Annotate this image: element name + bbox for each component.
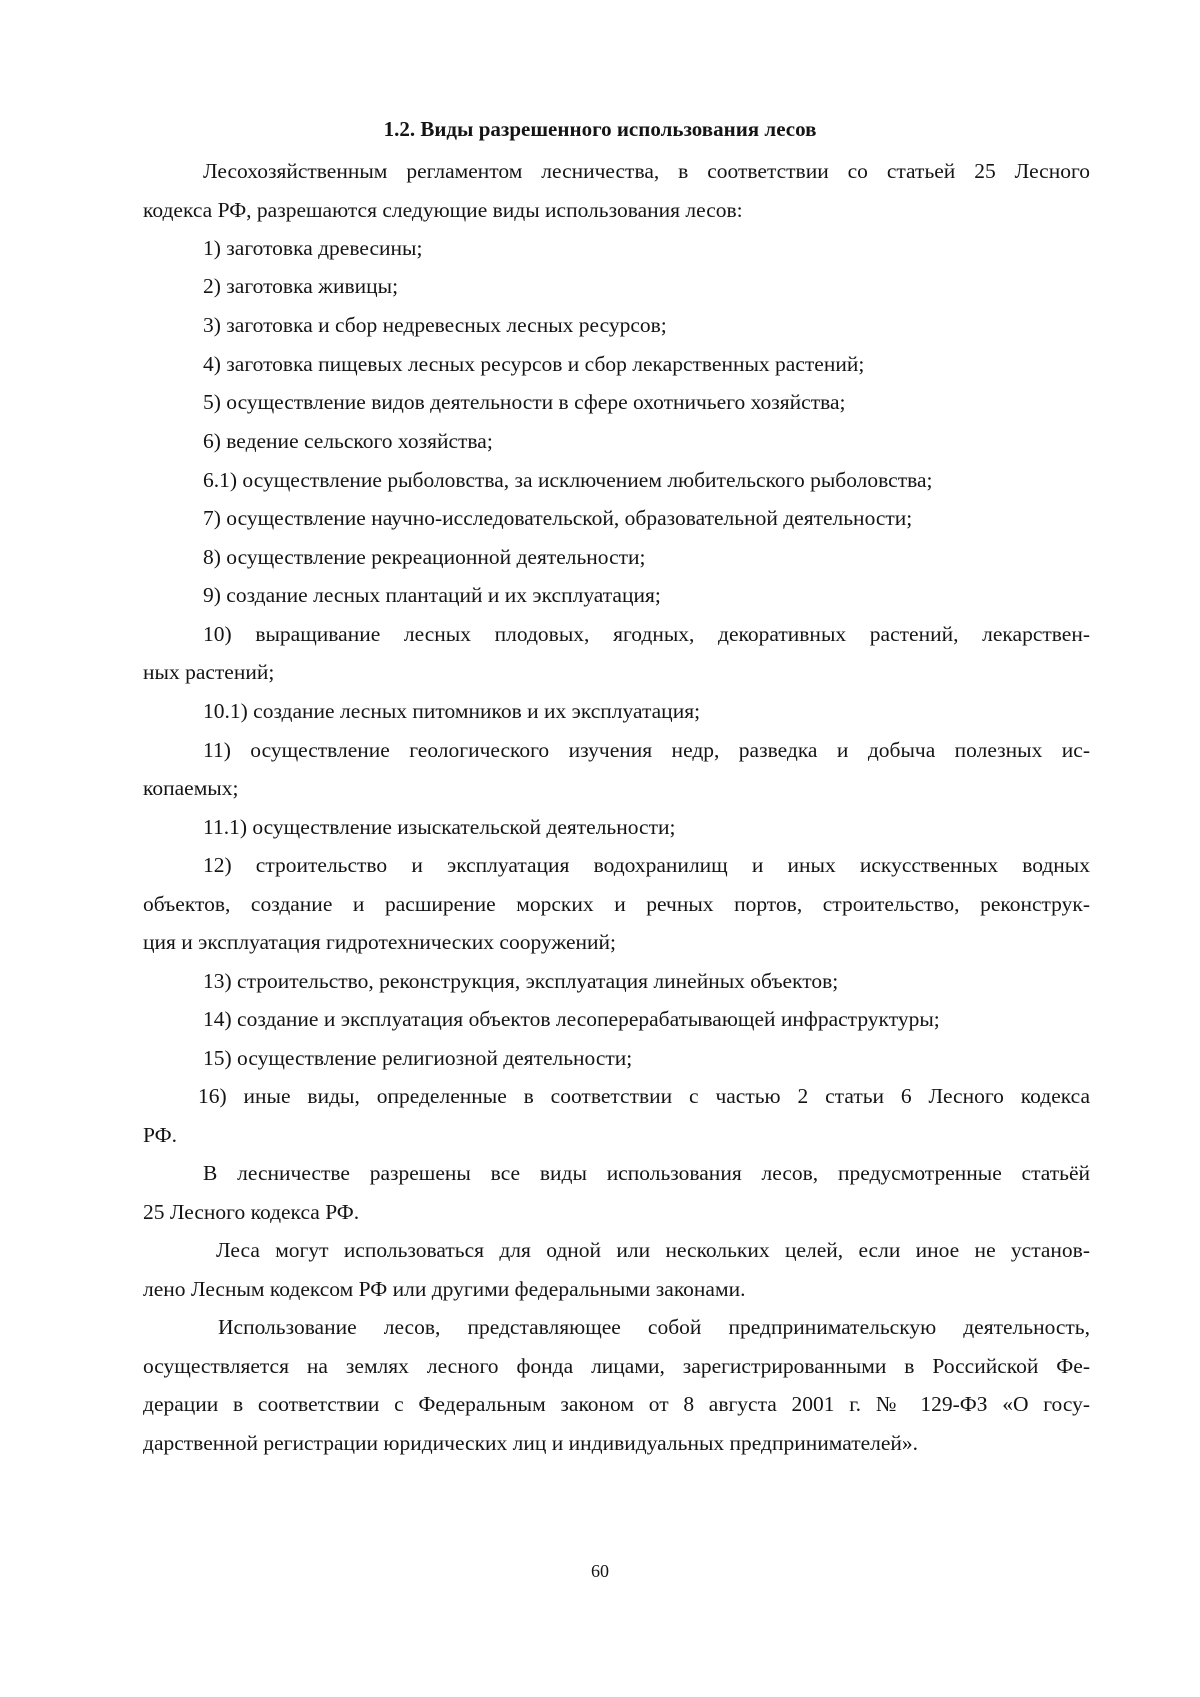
list-item: 10.1) создание лесных питомников и их эксплуатация; [203, 699, 701, 723]
list-item: 13) строительство, реконструкция, эксплуатация линейных объектов; [203, 969, 839, 993]
list-item: 9) создание лесных плантаций и их эксплуатация; [203, 583, 661, 607]
list-item: 8) осуществление рекреационной деятельности; [203, 545, 646, 569]
list-item: 16) иные виды, определенные в соответствии с частью 2 статьи 6 Лесного кодекса [198, 1084, 1090, 1108]
paragraph-line: Леса могут использоваться для одной или нескольких целей, если иное не установ- [216, 1238, 1090, 1262]
list-item-continuation: объектов, создание и расширение морских и речных портов, строительство, реконструк- [143, 892, 1090, 916]
list-item: 2) заготовка живицы; [203, 274, 399, 298]
list-item-continuation: РФ. [143, 1123, 177, 1147]
list-item: 14) создание и эксплуатация объектов лесоперерабатывающей инфраструктуры; [203, 1007, 940, 1031]
list-item: 10) выращивание лесных плодовых, ягодных, декоративных растений, лекарствен- [203, 622, 1090, 646]
list-item: 6) ведение сельского хозяйства; [203, 429, 493, 453]
paragraph-line: Использование лесов, представляющее собой предпринимательскую деятельность, [218, 1315, 1090, 1339]
list-item-continuation: копаемых; [143, 776, 239, 800]
list-item-continuation: ция и эксплуатация гидротехнических сооружений; [143, 930, 616, 954]
list-item: 3) заготовка и сбор недревесных лесных ресурсов; [203, 313, 667, 337]
list-item: 1) заготовка древесины; [203, 236, 423, 260]
list-item: 6.1) осуществление рыболовства, за исключением любительского рыболовства; [203, 468, 933, 492]
list-item: 5) осуществление видов деятельности в сфере охотничьего хозяйства; [203, 390, 846, 414]
list-item-continuation: ных растений; [143, 660, 275, 684]
paragraph-line: дерации в соответствии с Федеральным законом от 8 августа 2001 г. № 129-ФЗ «О госу- [143, 1392, 1090, 1416]
paragraph-line: дарственной регистрации юридических лиц и индивидуальных предпринимателей». [143, 1431, 919, 1455]
paragraph-line: осуществляется на землях лесного фонда лицами, зарегистрированными в Российской Фе- [143, 1354, 1090, 1378]
list-item: 11) осуществление геологического изучения недр, разведка и добыча полезных ис- [203, 738, 1090, 762]
paragraph-line: лено Лесным кодексом РФ или другими федеральными законами. [143, 1277, 746, 1301]
list-item: 7) осуществление научно-исследовательской, образовательной деятельности; [203, 506, 913, 530]
list-item: 15) осуществление религиозной деятельности; [203, 1046, 633, 1070]
text-line: Лесохозяйственным регламентом лесничества, в соответствии со статьей 25 Лесного [203, 159, 1090, 183]
list-item: 4) заготовка пищевых лесных ресурсов и сбор лекарственных растений; [203, 352, 865, 376]
section-heading: 1.2. Виды разрешенного использования лесов [383, 117, 817, 141]
paragraph-line: 25 Лесного кодекса РФ. [143, 1200, 360, 1224]
list-item: 11.1) осуществление изыскательской деятельности; [203, 815, 676, 839]
paragraph-line: В лесничестве разрешены все виды использования лесов, предусмотренные статьёй [203, 1161, 1090, 1185]
text-line: кодекса РФ, разрешаются следующие виды использования лесов: [143, 198, 743, 222]
list-item: 12) строительство и эксплуатация водохранилищ и иных искусственных водных [203, 853, 1090, 877]
page-number: 60 [591, 1561, 609, 1581]
